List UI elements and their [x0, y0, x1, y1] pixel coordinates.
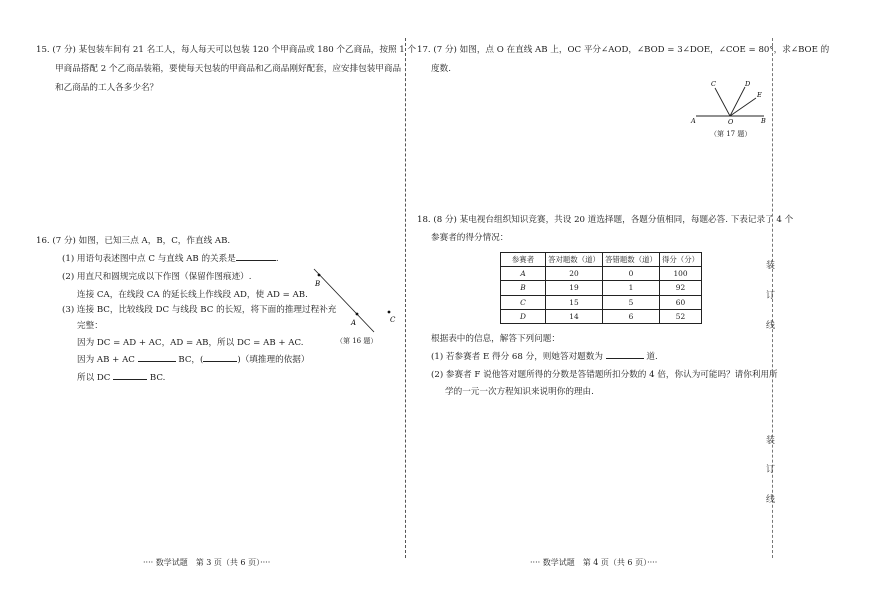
binding-char: 线: [766, 321, 776, 331]
fig16-caption: （第 16 题）: [336, 337, 378, 345]
q18-after: 根据表中的信息，解答下列问题：: [431, 334, 560, 344]
label-b: B: [761, 117, 766, 125]
figure-17: [690, 78, 780, 128]
table-cell: C: [501, 295, 546, 309]
answer-blank: [138, 361, 176, 362]
label-a: A: [691, 117, 696, 125]
table-row: [501, 309, 702, 323]
table-header: 参赛者: [501, 253, 546, 267]
binding-char: 订: [766, 291, 776, 301]
answer-blank: [236, 260, 276, 261]
answer-blank: [606, 358, 644, 359]
table-header: 答对题数（道）: [546, 253, 603, 267]
table-cell: 100: [660, 267, 702, 281]
table-cell: 19: [546, 281, 603, 295]
q16-part3e: 所以 DC BC.: [77, 373, 166, 383]
ray-od: [730, 87, 745, 116]
table-row: [501, 267, 702, 281]
q16-part1-text: (1) 用语句表述图中点 C 与直线 AB 的关系是: [62, 254, 236, 264]
table-cell: 92: [660, 281, 702, 295]
label-c: C: [390, 316, 396, 324]
q16-part3b: 完整：: [77, 321, 103, 331]
table-row: [501, 295, 702, 309]
table-cell: A: [501, 267, 546, 281]
q18-part1: (1) 若参赛者 E 得分 68 分，则她答对题数为 道.: [431, 352, 658, 362]
table-cell: 52: [660, 309, 702, 323]
q15-line1: 15. (7 分) 某包装车间有 21 名工人，每人每天可以包装 120 个甲商品或 180 个乙商品，按照 1 个: [36, 45, 417, 55]
binding-char: 线: [766, 495, 776, 505]
table-header: 得分（分）: [660, 253, 702, 267]
table-cell: 1: [603, 281, 660, 295]
q16-part3d: 因为 AB + AC BC，( )（填推理的依据）: [77, 355, 310, 365]
table-cell: B: [501, 281, 546, 295]
q16-part2b: 连接 CA，在线段 CA 的延长线上作线段 AD，使 AD = AB.: [77, 290, 308, 300]
table-row: [501, 281, 702, 295]
ray-oc: [715, 88, 730, 116]
answer-blank: [203, 361, 237, 362]
page-divider: [405, 38, 406, 558]
label-o: O: [728, 118, 734, 126]
point-b: [318, 274, 321, 277]
q15-line3: 和乙商品的工人各多少名？: [55, 83, 159, 93]
q16-part3c: 因为 DC = AD + AC，AD = AB，所以 DC = AB + AC.: [77, 338, 304, 348]
q18-line2: 参赛者的得分情况：: [431, 233, 509, 243]
table-header: 答错题数（道）: [603, 253, 660, 267]
figure-16: [306, 264, 406, 344]
footer-page3: ···· 数学试题 第 3 页（共 6 页）····: [143, 558, 271, 567]
q16-line1: 16. (7 分) 如图，已知三点 A，B，C，作直线 AB.: [36, 236, 231, 246]
q17-line1: 17. (7 分) 如图，点 O 在直线 AB 上，OC 平分∠AOD，∠BOD = 3∠DOE，∠COE = 80°，求∠BOE 的: [417, 45, 830, 55]
table-cell: 6: [603, 309, 660, 323]
fig17-caption: （第 17 题）: [710, 130, 752, 138]
binding-char: 装: [766, 436, 776, 446]
q16-part3: (3) 连接 BC，比较线段 DC 与线段 BC 的长短，将下面的推理过程补充: [62, 305, 337, 315]
q18-part2: (2) 参赛者 F 说他答对题所得的分数是答错题所扣分数的 4 倍，你认为可能吗？请你利用所: [431, 370, 778, 380]
label-c: C: [711, 80, 716, 88]
table-cell: 20: [546, 267, 603, 281]
q15-line2: 甲商品搭配 2 个乙商品装箱，要使每天包装的甲商品和乙商品刚好配套，应安排包装甲商品: [55, 64, 402, 74]
label-b: B: [315, 280, 321, 288]
label-e: E: [757, 91, 762, 99]
answer-blank: [113, 379, 147, 380]
score-table: [500, 252, 702, 324]
binding-char: 装: [766, 261, 776, 271]
q17-line2: 度数.: [431, 64, 451, 74]
q18-part2b: 学的一元一次方程知识来说明你的理由.: [445, 387, 594, 397]
table-cell: D: [501, 309, 546, 323]
q16-part1: (1) 用语句表述图中点 C 与直线 AB 的关系是 .: [62, 254, 279, 264]
line-ab: [314, 269, 374, 332]
label-d: D: [745, 80, 751, 88]
table-cell: 0: [603, 267, 660, 281]
q18-line1: 18. (8 分) 某电视台组织知识竞赛，共设 20 道选择题，各题分值相同，每题必答. 下表记录了 4 个: [417, 215, 794, 225]
label-a: A: [351, 319, 357, 327]
table-cell: 60: [660, 295, 702, 309]
table-cell: 15: [546, 295, 603, 309]
table-cell: 5: [603, 295, 660, 309]
table-header-row: [501, 253, 702, 267]
table-cell: 14: [546, 309, 603, 323]
ray-oe: [730, 98, 756, 116]
point-a: [356, 313, 359, 316]
point-c: [388, 311, 391, 314]
binding-char: 订: [766, 465, 776, 475]
footer-page4: ···· 数学试题 第 4 页（共 6 页）····: [530, 558, 658, 567]
q16-part2: (2) 用直尺和圆规完成以下作图（保留作图痕迹）.: [62, 272, 252, 282]
